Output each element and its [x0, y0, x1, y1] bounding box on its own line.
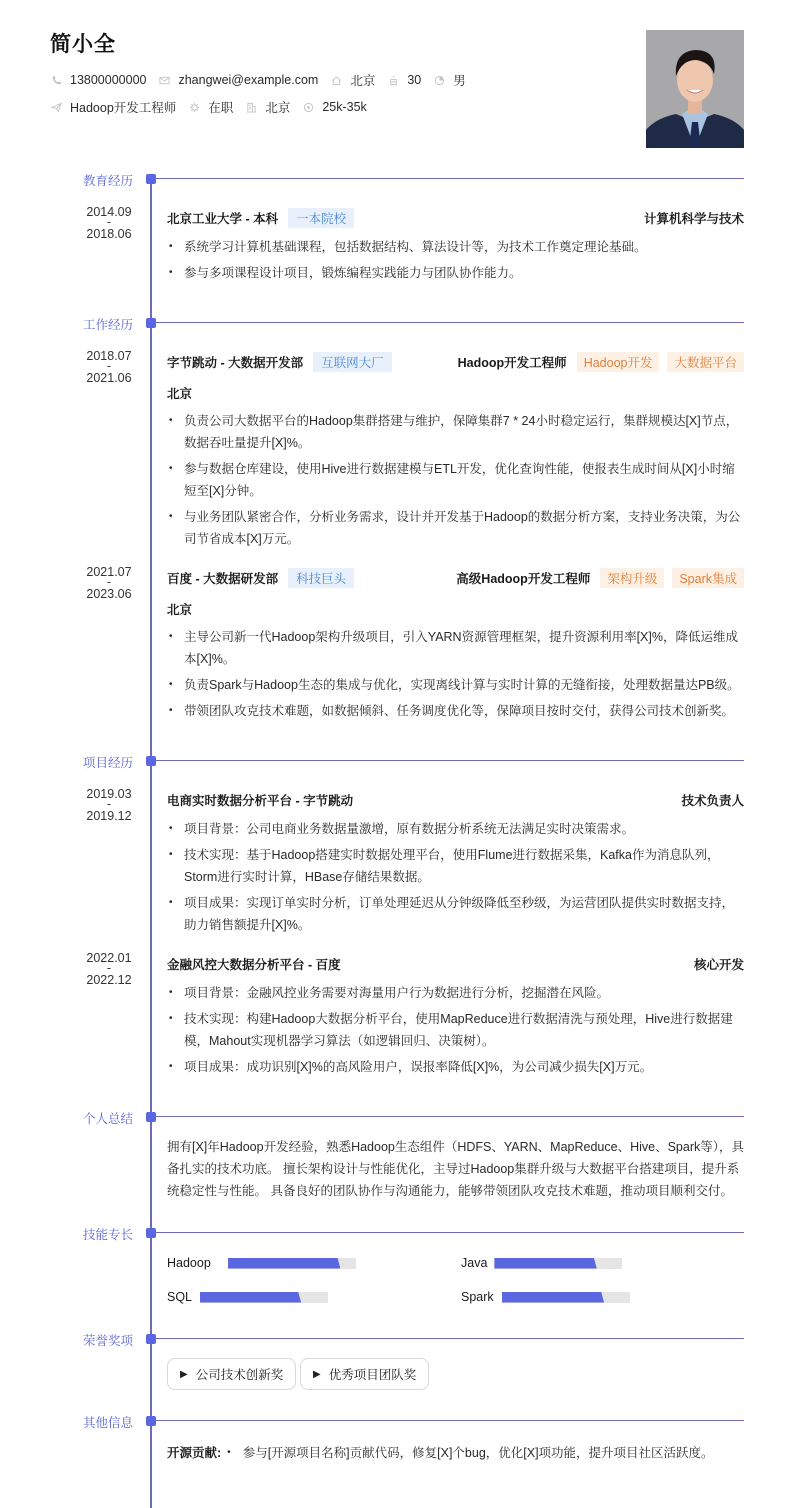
phone-text: 13800000000	[70, 73, 147, 87]
play-icon: ▶	[313, 1368, 321, 1380]
section-title-work: 工作经历	[83, 318, 134, 332]
section-divider	[155, 178, 744, 179]
section-divider	[155, 1338, 744, 1339]
section-marker	[146, 1228, 156, 1238]
project-dates-1: 2019.03 - 2019.12	[86, 787, 132, 823]
school-tag: 一本院校	[288, 208, 354, 228]
section-divider	[155, 760, 744, 761]
major: 计算机科学与技术	[643, 212, 744, 226]
timeline-line	[150, 178, 152, 1508]
project-header-1	[167, 791, 744, 809]
list-item: • 主导公司新一代Hadoop架构升级项目，引入YARN资源管理框架，提升资源利用率[X]%，降低运维成本[X]%。	[169, 630, 738, 666]
email-text: zhangwei@example.com	[178, 73, 319, 87]
section-divider	[155, 322, 744, 323]
education-dates: 2014.09 - 2018.06	[86, 205, 132, 241]
work-dates-2: 2021.07 - 2023.06	[86, 565, 132, 601]
gender-icon	[433, 74, 445, 86]
mail-icon	[158, 74, 170, 86]
position-info	[50, 98, 176, 116]
job-intent-row	[50, 98, 379, 116]
other-label: 开源贡献:	[167, 1446, 222, 1460]
salary-icon	[302, 101, 314, 113]
section-divider	[155, 1116, 744, 1117]
school-name: 北京工业大学 - 本科	[167, 212, 279, 226]
project-bullets-2	[167, 982, 744, 1082]
skill-bar	[228, 1258, 356, 1269]
section-title-education: 教育经历	[83, 174, 134, 188]
section-marker	[146, 318, 156, 328]
other-text: 参与[开源项目名称]贡献代码，修复[X]个bug，优化[X]项功能，提升项目社区活跃度。	[242, 1446, 714, 1460]
award-item: ▶ 公司技术创新奖	[167, 1358, 296, 1390]
section-title-awards: 荣誉奖项	[83, 1334, 134, 1348]
project-role: 核心开发	[693, 958, 744, 972]
status-icon	[188, 101, 200, 113]
other-info: 开源贡献: • 参与[开源项目名称]贡献代码，修复[X]个bug，优化[X]项功能，提升项目社区活跃度。	[167, 1443, 714, 1461]
profile-photo	[646, 30, 744, 148]
residence-info	[330, 71, 375, 89]
section-marker	[146, 1112, 156, 1122]
company-tag: 互联网大厂	[313, 352, 392, 372]
send-icon	[50, 101, 62, 113]
education-bullets	[167, 236, 744, 288]
list-item: • 负责公司大数据平台的Hadoop集群搭建与维护，保障集群7 * 24小时稳定运行，集群规模达[X]节点，数据吞吐量提升[X]%。	[169, 414, 739, 450]
work-header-2	[167, 568, 744, 588]
summary-text: 拥有[X]年Hadoop开发经验，熟悉Hadoop生态组件（HDFS、YARN、MapReduce、Hive、Spark等），具备扎实的技术功底。 擅长架构设计与性能优化，主导过Hadoop集群升级与大数据平台搭建项目，提升系统稳定性与性能。 具备良好的团队协作与沟通能力，能够带领团队攻克技术难题，推动项目顺利交付。	[167, 1140, 744, 1198]
candidate-name: 简小全	[50, 33, 116, 56]
project-bullets-1	[167, 818, 744, 940]
home-icon	[330, 74, 342, 86]
residence-text: 北京	[350, 74, 376, 88]
project-name: 金融风控大数据分析平台 - 百度	[167, 958, 341, 972]
skill-java: Java	[461, 1256, 622, 1270]
section-title-summary: 个人总结	[83, 1112, 134, 1126]
award-item: ▶ 优秀项目团队奖	[300, 1358, 429, 1390]
section-divider	[155, 1420, 744, 1421]
list-item: • 技术实现：构建Hadoop大数据分析平台，使用MapReduce进行数据清洗与预处理，Hive进行数据建模，Mahout实现机器学习算法（如逻辑回归、决策树）。	[169, 1012, 733, 1048]
section-title-other: 其他信息	[83, 1416, 134, 1430]
project-name: 电商实时数据分析平台 - 字节跳动	[167, 794, 354, 808]
salary-text: 25k-35k	[322, 100, 367, 114]
list-item: • 项目成果：实现订单实时分析，订单处理延迟从分钟级降低至秒级，为运营团队提供实时数据支持，助力销售额提升[X]%。	[169, 896, 735, 932]
list-item: • 项目成果：成功识别[X]%的高风险用户，误报率降低[X]%，为公司减少损失[X]万元。	[169, 1060, 653, 1074]
role-tag: 大数据平台	[667, 352, 744, 372]
skill-bar	[494, 1258, 622, 1269]
work-bullets-2	[167, 626, 744, 726]
skill-bar	[502, 1292, 630, 1303]
age-icon	[387, 74, 399, 86]
age-text: 30	[407, 73, 422, 87]
project-header-2	[167, 955, 744, 973]
salary-info	[302, 100, 366, 114]
section-divider	[155, 1232, 744, 1233]
list-item: • 带领团队攻克技术难题，如数据倾斜、任务调度优化等，保障项目按时交付，获得公司技术创新奖。	[169, 704, 735, 718]
list-item: • 项目背景：公司电商业务数据量激增，原有数据分析系统无法满足实时决策需求。	[169, 822, 635, 836]
status-info	[188, 98, 233, 116]
section-title-projects: 项目经历	[83, 756, 134, 770]
job-role: Hadoop开发工程师	[457, 356, 567, 370]
work-bullets-1	[167, 410, 744, 554]
skill-sql: SQL	[167, 1290, 328, 1304]
city-text: 北京	[265, 101, 291, 115]
city-info	[245, 98, 290, 116]
company-name: 百度 - 大数据研发部	[167, 572, 279, 586]
gender-text: 男	[453, 74, 466, 88]
list-item: • 负责Spark与Hadoop生态的集成与优化，实现离线计算与实时计算的无缝衔接，处理数据量达PB级。	[169, 678, 740, 692]
section-marker	[146, 1334, 156, 1344]
list-item: • 参与多项课程设计项目，锻炼编程实践能力与团队协作能力。	[169, 266, 522, 280]
skill-hadoop: Hadoop	[167, 1256, 356, 1270]
building-icon	[245, 101, 257, 113]
section-title-skills: 技能专长	[83, 1228, 134, 1242]
list-item: • 项目背景：金融风控业务需要对海量用户行为数据进行分析，挖掘潜在风险。	[169, 986, 610, 1000]
list-item: • 参与数据仓库建设，使用Hive进行数据建模与ETL开发，优化查询性能，使报表生成时间从[X]小时缩短至[X]分钟。	[169, 462, 735, 498]
work-header-1	[167, 352, 744, 372]
status-text: 在职	[208, 101, 234, 115]
company-tag: 科技巨头	[288, 568, 354, 588]
role-tag: Spark集成	[672, 568, 744, 588]
project-dates-2: 2022.01 - 2022.12	[86, 951, 132, 987]
email-info	[158, 73, 318, 87]
job-role: 高级Hadoop开发工程师	[456, 572, 591, 586]
section-marker	[146, 1416, 156, 1426]
list-item: • 技术实现：基于Hadoop搭建实时数据处理平台，使用Flume进行数据采集，Kafka作为消息队列，Storm进行实时计算，HBase存储结果数据。	[169, 848, 720, 884]
role-tag: 架构升级	[600, 568, 664, 588]
section-marker	[146, 756, 156, 766]
work-location: 北京	[167, 603, 193, 617]
company-name: 字节跳动 - 大数据开发部	[167, 356, 304, 370]
skill-spark: Spark	[461, 1290, 630, 1304]
position-text: Hadoop开发工程师	[70, 101, 177, 115]
list-item: • 系统学习计算机基础课程，包括数据结构、算法设计等，为技术工作奠定理论基础。	[169, 240, 647, 254]
play-icon: ▶	[180, 1368, 188, 1380]
role-tag: Hadoop开发	[577, 352, 660, 372]
education-header	[167, 208, 744, 228]
phone-info	[50, 73, 146, 87]
age-info	[387, 73, 421, 87]
section-marker	[146, 174, 156, 184]
project-role: 技术负责人	[681, 794, 744, 808]
work-dates-1: 2018.07 - 2021.06	[86, 349, 132, 385]
gender-info	[433, 71, 466, 89]
list-item: • 与业务团队紧密合作，分析业务需求，设计并开发基于Hadoop的数据分析方案，支持业务决策，为公司节省成本[X]万元。	[169, 510, 741, 546]
phone-icon	[50, 74, 62, 86]
work-location: 北京	[167, 387, 193, 401]
skill-bar	[200, 1292, 328, 1303]
contact-row	[50, 71, 478, 89]
